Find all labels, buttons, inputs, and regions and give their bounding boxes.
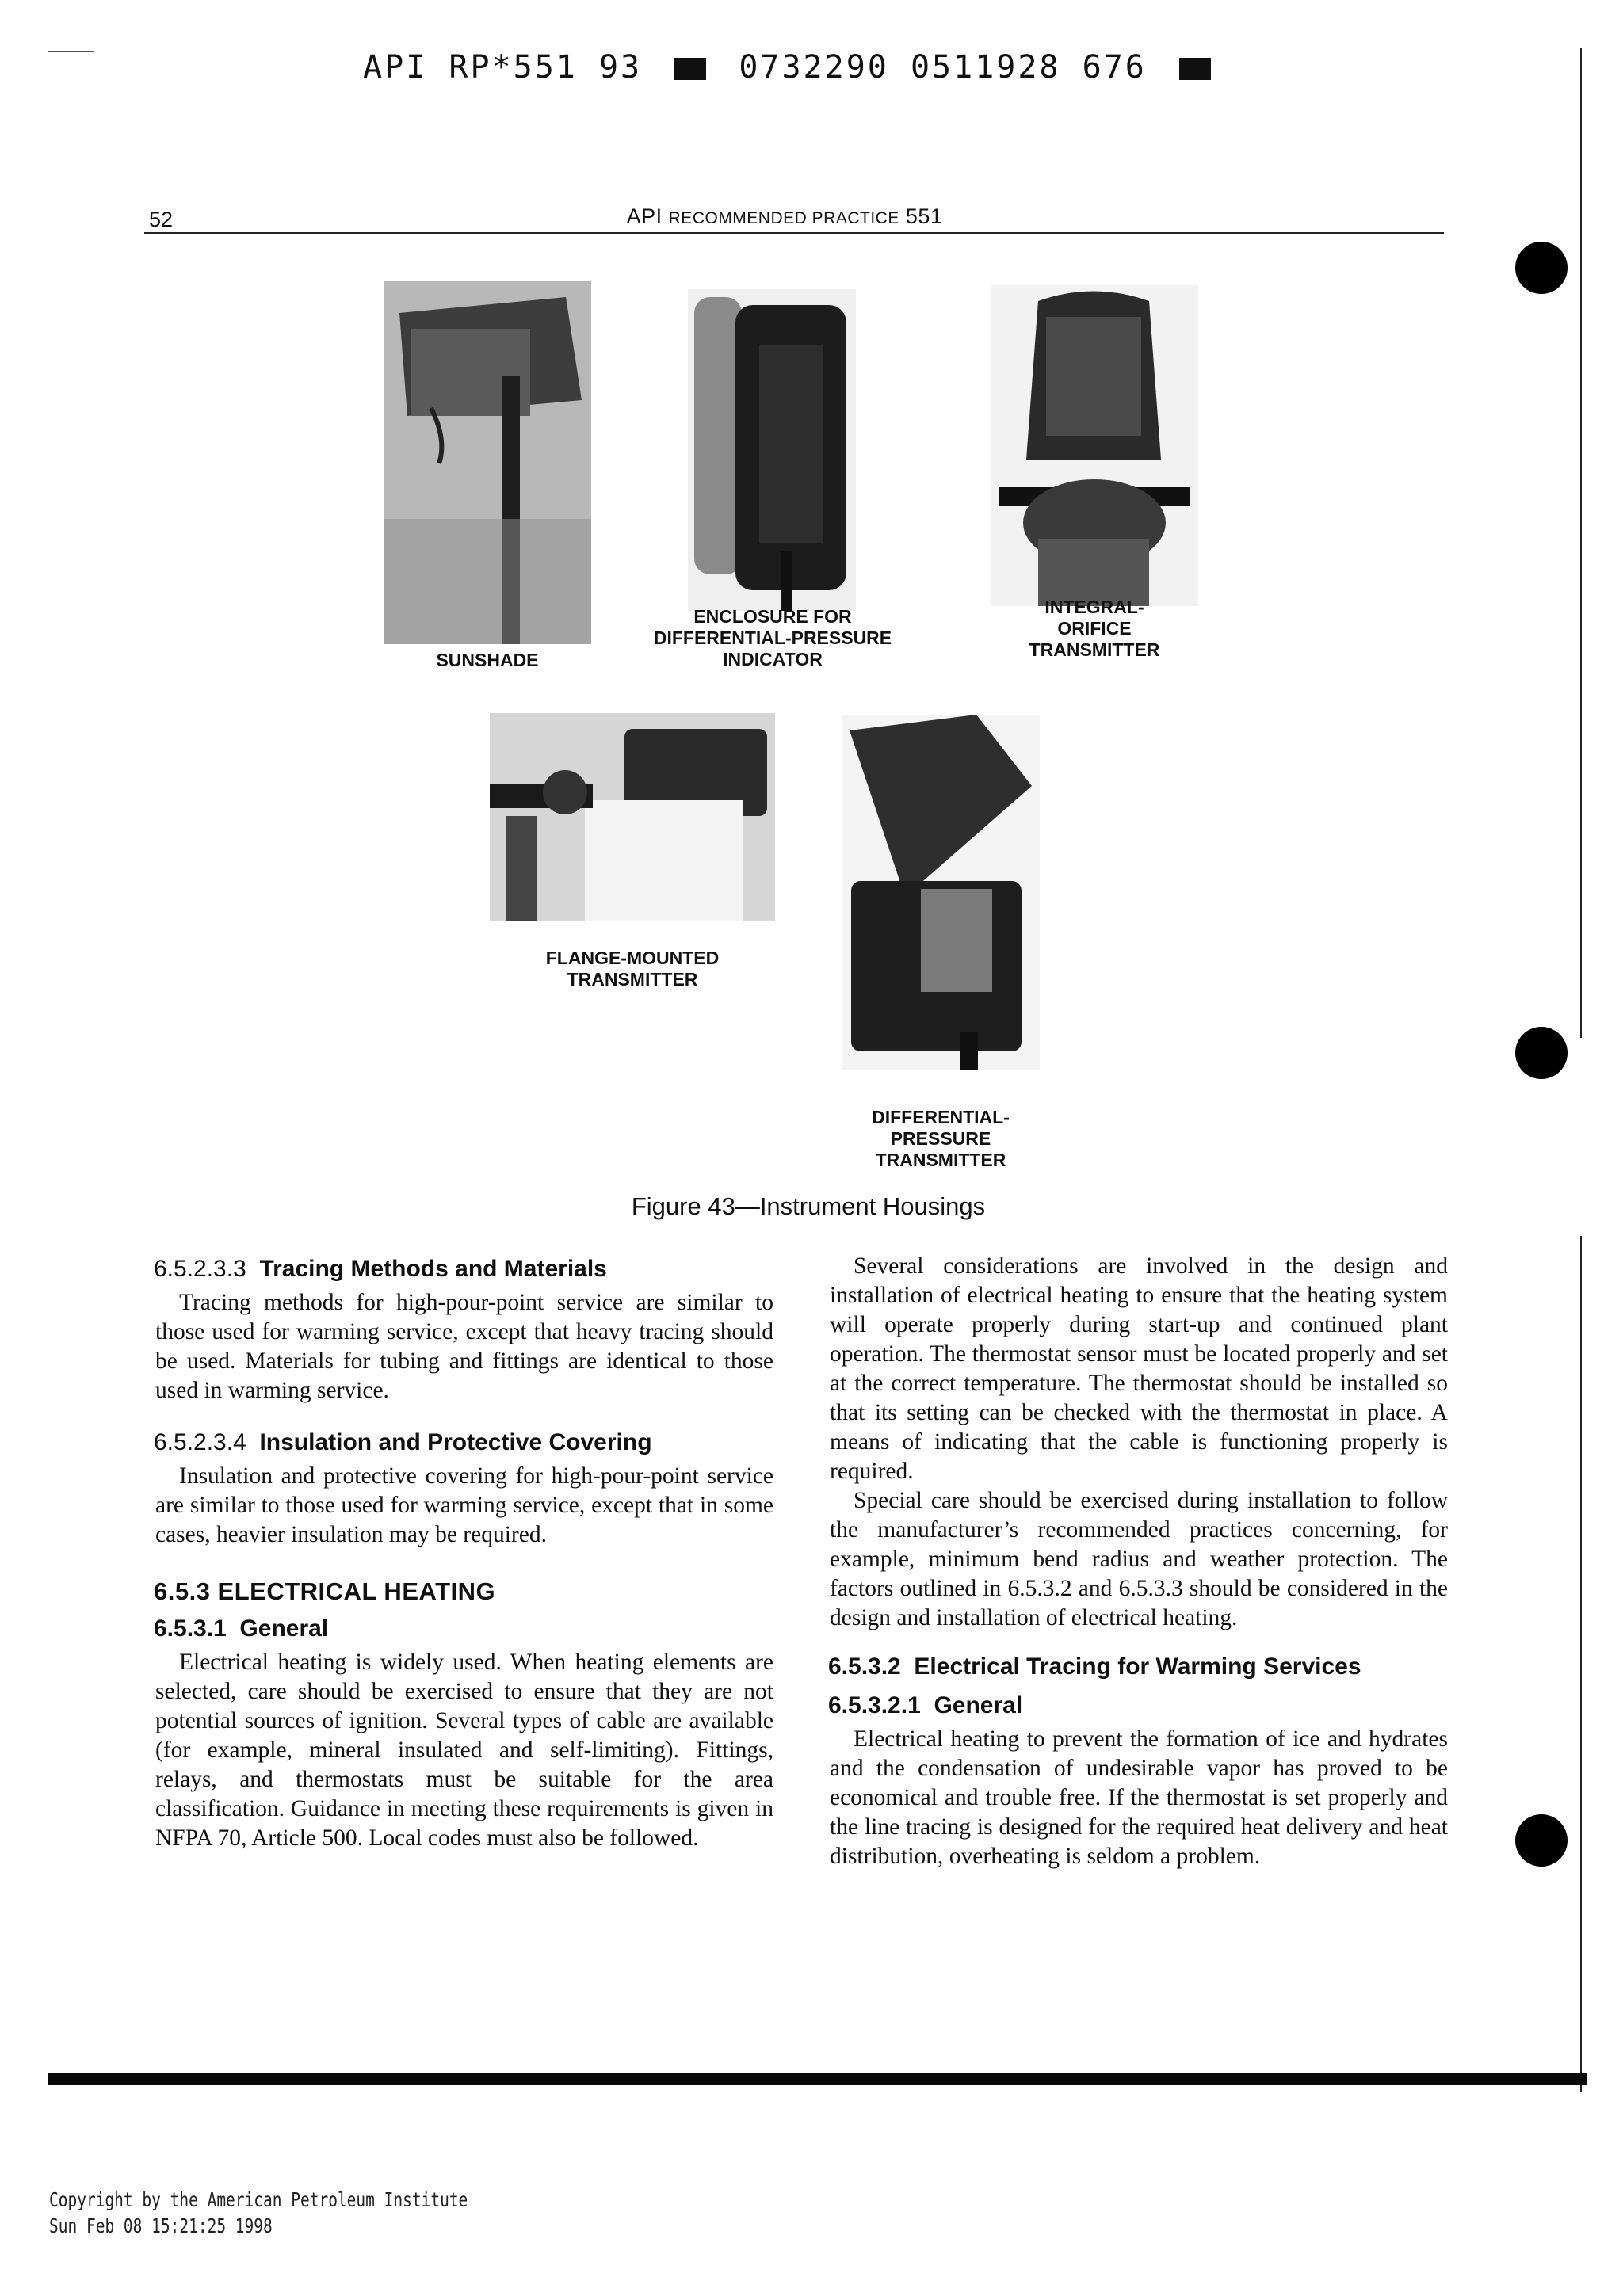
photo-differential-pressure (842, 715, 1040, 1070)
running-head-title: RECOMMENDED PRACTICE (668, 209, 899, 227)
photo-flange-mounted (490, 713, 775, 921)
photo-integral-orifice (991, 285, 1198, 606)
photo-enclosure (688, 289, 856, 611)
heading-electrical-heating: 6.5.3 ELECTRICAL HEATING (154, 1577, 496, 1605)
redaction-block (674, 58, 706, 80)
caption-sunshade: SUNSHADE (436, 650, 539, 670)
left-column (155, 1254, 773, 1853)
binder-hole-top (1515, 242, 1568, 294)
para-tracing-methods: Tracing methods for high-pour-point service are similar to those used for warming service, except that heavy tracing should be used. Materials for tubing and fittings are identical to those used in warming service. (155, 1290, 773, 1403)
heading-insulation: 6.5.2.3.4 Insulation and Protective Covering (154, 1429, 652, 1455)
timestamp-line: Sun Feb 08 15:21:25 1998 (49, 2214, 273, 2237)
caption-enclosure: ENCLOSURE FOR DIFFERENTIAL-PRESSURE INDICATOR (653, 606, 892, 669)
para-special-care: Special care should be exercised during installation to follow the manufacturer’s recommended practices concerning, for example, minimum bend radius and weather protection. The factors outlined in 6.5.3.2 and 6.5.3.3 should be considered in the design and installation of electrical heating. (830, 1488, 1448, 1630)
doc-code-b: 0732290 0511928 676 (739, 49, 1147, 86)
doc-id: API RP*551 (363, 49, 578, 86)
para-insulation: Insulation and protective covering for high-pour-point service are similar to those used for warming service, except that in some cases, heavier insulation may be required. (155, 1463, 773, 1547)
binder-hole-middle (1515, 1027, 1568, 1079)
heading-tracing-methods: 6.5.2.3.3 Tracing Methods and Materials (154, 1256, 607, 1282)
heading-general-65321: 6.5.3.2.1 General (828, 1692, 1023, 1718)
caption-differential-pressure: DIFFERENTIAL- PRESSURE TRANSMITTER (872, 1107, 1010, 1170)
copyright-line: Copyright by the American Petroleum Institute (49, 2188, 468, 2211)
redaction-block (1179, 58, 1211, 80)
running-head-number: 551 (899, 204, 943, 228)
right-column (830, 1252, 1448, 1871)
para-general-6531: Electrical heating is widely used. When heating elements are selected, care should be exercised to ensure that they are not potential sources of ignition. Several types of cable are available (for example, mineral insulated and self-limiting). Fittings, relays, and thermostats must be suitable for the area classification. Guidance in meeting these requirements is given in NFPA 70, Article 500. Local codes must also be followed. (155, 1650, 773, 1851)
running-head (444, 204, 1125, 229)
doc-code-a: 93 (598, 49, 643, 86)
header-rule (144, 232, 1444, 234)
figure-title: Figure 43—Instrument Housings (631, 1192, 986, 1220)
heading-electrical-tracing: 6.5.3.2 Electrical Tracing for Warming Services (828, 1653, 1361, 1680)
binder-hole-bottom (1515, 1814, 1568, 1867)
scan-edge-right-top (1580, 48, 1582, 1038)
bottom-rule (48, 2073, 1587, 2085)
scan-edge-right-bottom (1580, 1236, 1582, 2092)
heading-general-6531: 6.5.3.1 General (154, 1615, 329, 1642)
page-number: 52 (149, 208, 174, 231)
para-considerations: Several considerations are involved in the design and installation of electrical heating to ensure that the heating system will operate properly during start-up and continued plant operation. The thermostat sensor must be located properly and set at the correct temperature. The thermostat should be installed so that its setting can be checked with the thermostat in place. A means of indicating that the cable is functioning properly is required. (830, 1253, 1448, 1484)
caption-flange-mounted: FLANGE-MOUNTED TRANSMITTER (545, 948, 720, 990)
scan-header-code (0, 49, 1585, 86)
para-general-65321: Electrical heating to prevent the formation of ice and hydrates and the condensation of undesirable vapor has proved to be economical and trouble free. If the thermostat is set properly and the line tracing is designed for the required heat delivery and heat distribution, overheating is seldom a problem. (830, 1726, 1448, 1869)
copyright-footer (49, 2187, 468, 2239)
caption-integral-orifice: INTEGRAL- ORIFICE TRANSMITTER (1029, 597, 1160, 660)
photo-sunshade (384, 281, 591, 644)
running-head-api: API (626, 204, 669, 228)
